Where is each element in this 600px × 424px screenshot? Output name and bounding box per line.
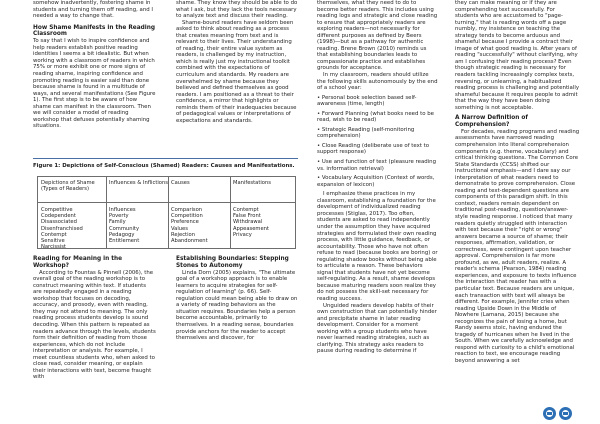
column-header: Causes — [171, 180, 190, 186]
bullet-text: Use and function of text (pleasure reading vs. information retrieval) — [317, 159, 437, 172]
list-item: Comparison — [171, 207, 203, 213]
column-4 — [455, 0, 580, 365]
column-2-bottom — [176, 256, 298, 342]
list-item: Values — [171, 225, 188, 232]
column-header: Depictions of Shame (Types of Readers) — [41, 180, 95, 193]
list-item: Rejection — [171, 231, 195, 238]
list-item: Competitive — [41, 207, 73, 213]
list-item: Family — [109, 219, 126, 226]
bullet-item: • Personal book selection based self-awareness (time, length) — [317, 94, 417, 108]
list-item: Sensitive — [41, 238, 65, 245]
section-heading: Establishing Boundaries: Stepping Stones to Autonomy — [176, 256, 289, 269]
list-item: Disassociated — [41, 219, 77, 226]
paragraph: Linda Dorn (2005) explains, "The ultimate goal of a workshop approach is to enable learners to acquire strategies for self-regulation of learning" (p. 66). Self-regulation could mean being able to draw on a variety of reading behaviors as the situation requires. Boundaries help a person become accountable, primarily to themselves. In a reading sense, boundaries provide anchors for the reader to accept themselves and discover, for — [176, 269, 298, 342]
bullet-text: Close Reading (deliberate use of text to support response) — [317, 142, 430, 156]
column-header: Manifestations — [233, 180, 271, 186]
list-item: Contempt — [233, 207, 259, 213]
list-item: Entitlement — [109, 238, 140, 245]
column-items — [109, 207, 169, 244]
paragraph: According to Fountas & Pinnell (2006), the overall goal of the reading workshop is to construct meaning within text. If students are repeatedly engaged in a reading workshop that focuses on decoding, accuracy, and prosody, even with reading, they may not attend to meaning. The only reading process students develop is sound decoding. When this pattern is repeated as readers advance through the levels, students form their definition of reading from those experiences, which do not include interpretation or analysis. For example, I meet countless students who, when asked to close read, consider meaning, or explain their interactions with text, become fraught with — [33, 269, 156, 381]
section-heading: Reading for Meaning in the Workshop? — [33, 256, 123, 269]
paragraph: they can make meaning or if they are comprehending text successfully. For students who are accustomed to "page-turning," that is reading words off a page numbly, my insistence on teaching the strategy tends to become arduous and shameful because I provide a contract their image of what good reading is. After years of reading "successfully" without clarifying, why am I confusing their reading process? Even though strategic reading is necessary for readers tackling increasingly complex texts, reversing, or unlearning, a habitualized reading process is challenging and potentially shameful because it requires people to admit that the way they have been doing something is not acceptable. — [455, 0, 580, 111]
table-column — [230, 177, 295, 248]
list-item: Pedagogy — [109, 231, 135, 238]
list-item: Community — [109, 225, 140, 232]
list-item: Competition — [171, 213, 203, 220]
figure-table — [37, 176, 296, 249]
column-header: Influences & Inflictions — [109, 180, 168, 186]
column-1-top — [33, 0, 156, 130]
list-item: Codependent — [41, 213, 76, 220]
list-item: Disenfranchised — [41, 225, 83, 232]
paragraph: Unguided readers develop habits of their own construction that can potentially hinder and precipitate shame in later reading development. Consider for a moment working with a group students who have never learned reading strategies, such as clarifying. This strategy asks readers to pause during reading to determine if — [317, 302, 437, 355]
bullet-item: • Use and function of text (pleasure reading vs. information retrieval) — [317, 159, 437, 172]
list-item: Poverty — [109, 213, 129, 220]
bullet-item: • Close Reading (deliberate use of text to support response) — [317, 142, 430, 156]
column-2-top — [176, 0, 298, 124]
list-item: Preference — [171, 219, 199, 226]
figure-1 — [33, 158, 298, 253]
bullet-text: Strategic Reading (self-monitoring comprehension) — [317, 126, 415, 140]
paragraph: In my classroom, readers should utilize the following skills autonomously by the end of a school year: — [317, 72, 438, 92]
paragraph: I emphasize these practices in my classroom, establishing a foundation for the development of individualized reading processes (Stiglas, 2017). Too often, students are asked to read independently under the assumption they have acquired strategies and formulated their own reading process, with little guidance, feedback, or accountability. Those who have not often refuse to read (because books are boring) or regulating shadow books without being able to articulate a reason. These behaviors signal that students have not yet become self-regulating. As a result, shame develops because maturing readers soon realize they do not possess the skill-set necessary for reading success. — [317, 191, 438, 302]
table-column — [168, 177, 230, 248]
list-item: Abandonment — [171, 238, 208, 245]
paragraph: For decades, reading programs and reading assessments have narrowed reading comprehension into literal comprehension components (e.g. theme, vocabulary) and critical thinking questions. The Common Core State Standards (CCSS) shifted our instructional emphasis—and I dare say our interpretation of what readers need to demonstrate to prove comprehension. Close reading and text-dependent questions are components of this paradigm shift. In this context, readers remain dependent on traditional post-reading, question/answer-style reading response. I noticed that many readers quietly struggled with interaction with text because their "right or wrong" answers became a source of shame; their responses, affirmation, validation, or correctness, were contingent upon teacher approval. Comprehension is far more profound, as we, adult readers, realize. A reader's schema (Pearson, 1984) reading experiences, and exposure to texts influence the interaction that reader has with a particular text. Because readers are unique, each transaction with text will always be different. For example, Jennifer cries when reading Upside Down in the Middle of Nowhere (Lamana, 2015) because she recognizes the pain of losing a home, but Randy seems stoic, having endured the tragedy of hurricanes when he lived in the South. When we carefully acknowledge and respond with curiosity to a child's emotional reaction to text, we encourage reading beyond answering a set — [455, 128, 580, 365]
column-items — [233, 207, 293, 238]
paragraph: somehow inadvertently, fostering shame in students and turning them off reading, and I needed a way to change that. — [33, 0, 153, 20]
section-heading: A Narrow Definition of Comprehension? — [455, 115, 528, 129]
list-item: Privacy — [233, 231, 252, 238]
list-item: Withdrawal — [233, 219, 263, 226]
column-items — [171, 207, 231, 244]
paragraph: To say that I wish to inspire confidence and help readers establish positive reading identities I seems a bit idealistic. But when working with a classroom of readers in which 75% or more exhibit one or more signs of reading shame, inspiring confidence and promoting reading is easier said than done because shame is found in a multitude of ways, and several manifestations (See Figure 1). The first step is to be aware of how shame can manifest in the classroom. Then we will consider a model of reading workshop that defuses potentially shaming situations. — [33, 38, 156, 130]
table-column — [38, 177, 106, 251]
bullet-text: Personal book selection based self-awareness (time, length) — [317, 94, 417, 108]
bullet-item: • Strategic Reading (self-monitoring comprehension) — [317, 126, 415, 140]
list-item: Appeasement — [233, 225, 269, 232]
section-heading: How Shame Manifests in the Reading Classroom — [33, 24, 156, 38]
bullet-item: • Forward Planning (what books need to be read, wish to be read) — [317, 110, 435, 124]
list-item: Narcissist — [41, 244, 66, 251]
bullet-text: Forward Planning (what books need to be read, wish to be read) — [317, 110, 435, 124]
list-item: Influences — [109, 207, 136, 213]
figure-caption: Figure 1: Depictions of Self-Conscious (Shamed) Readers: Causes and Manifestations. — [33, 163, 295, 169]
column-items — [41, 207, 101, 250]
publisher-logo-icon — [542, 407, 574, 420]
list-item: False Front — [233, 213, 261, 220]
list-item: Contempt — [41, 231, 67, 238]
paragraph: Shame-bound readers have seldom been asked to think about reading as a process that creates meaning from text and is relevant to their lives. Their understanding of reading, their entire value system as readers, is challenged by my instruction, which is really just my instructional toolkit combined with the expectations of curriculum and standards. My readers are overwhelmed by shame because they believed and defined themselves as good readers. I am positioned as a threat to their confidence, a mirror that highlights or reminds them of their inadequacies because of pedagogical values or interpretations of expectations and standards. — [176, 19, 297, 124]
bullet-item: • Vocabulary Acquisition (Context of words, expansion of lexicon) — [317, 175, 435, 188]
column-3 — [317, 0, 439, 355]
bullet-text: Vocabulary Acquisition (Context of words, expansion of lexicon) — [317, 175, 435, 188]
column-1-bottom — [33, 256, 156, 381]
paragraph: shame. They know they should be able to do what I ask, but they lack the tools necessary to analyze text and discuss their reading. — [176, 0, 298, 20]
paragraph: themselves, what they need to do to become better readers. This includes using reading logs and strategic and close reading to ensure that appropriately readers are exploring readers—not necessarily for different purposes as defined by Beers (1998)—but as a pathway for authentic reading. Brene Brown (2010) reminds us that establishing boundaries leads to compassionate practice and establishes grounds for acceptance. — [317, 0, 438, 72]
table-column — [106, 177, 168, 248]
